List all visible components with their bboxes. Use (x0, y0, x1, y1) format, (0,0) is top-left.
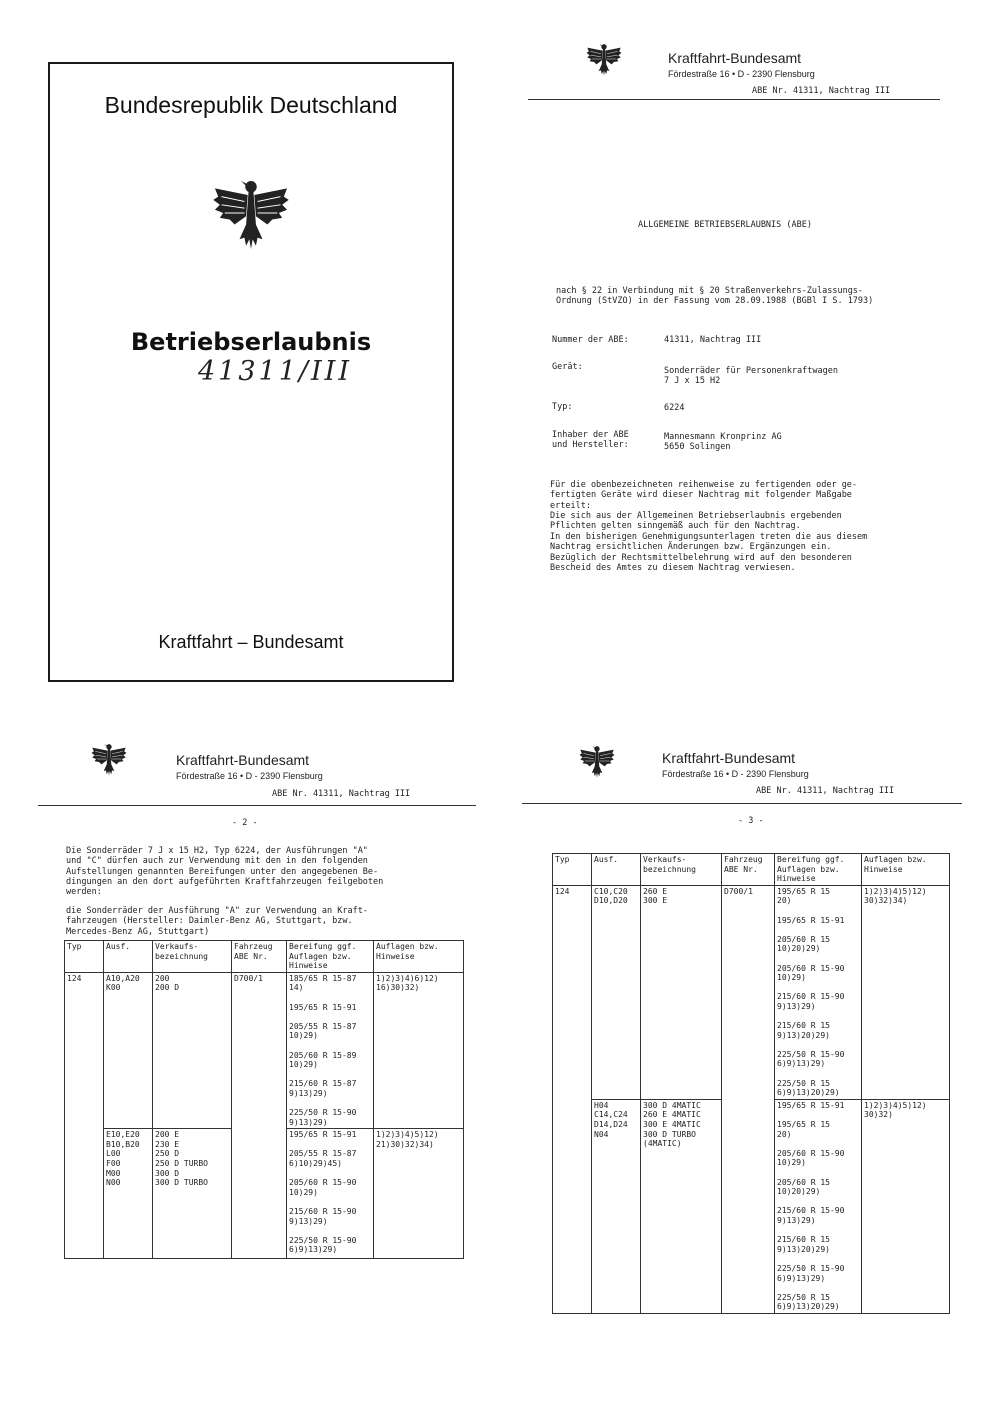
tyre-value: 215/60 R 15 9)13)20)29) (777, 1021, 830, 1040)
typ-cell: 124 (65, 972, 104, 1259)
field-value: 41311, Nachtrag III (664, 335, 762, 345)
tyre-value: 215/60 R 15 9)13)20)29) (777, 1235, 830, 1254)
ausf-value: N04 (594, 1129, 609, 1139)
tyre-value: 225/50 R 15 6)9)13)20)29) (777, 1078, 840, 1098)
federal-eagle-icon (210, 174, 292, 252)
tyre-value: 205/60 R 15-90 10)29) (777, 963, 845, 983)
abe-cell: D700/1 (232, 972, 287, 1259)
column-header: Fahrzeug ABE Nr. (722, 854, 775, 886)
verkauf-value: 300 E (643, 896, 668, 906)
cover-country: Bundesrepublik Deutschland (104, 92, 398, 118)
tyre-value: 185/65 R 15-87 14) (289, 973, 357, 993)
notes-cell: 1)2)3)4)5)12) 30)32) (862, 1099, 950, 1313)
body-line: Pflichten gelten sinngemäß auch für den Nachtrag. (550, 521, 801, 532)
verkauf-cell (641, 1099, 722, 1313)
page-number: - 3 - (738, 816, 764, 826)
verkauf-value: 200 D (155, 983, 180, 993)
tyre-value: 215/60 R 15-87 9)13)29) (289, 1079, 357, 1098)
cover-issuer: Kraftfahrt – Bundesamt (158, 632, 344, 652)
body-line: fertigten Geräte wird dieser Nachtrag mit folgender Maßgabe (550, 490, 852, 501)
notes-cell: 1)2)3)4)5)12) 30)32)34) (862, 885, 950, 1099)
intro-line: dingungen an den dort aufgeführten Kraftfahrzeugen feilgeboten (66, 877, 384, 888)
ausf-value: A10,A20 (106, 973, 140, 983)
body-line: Bezüglich der Rechtsmittelbelehrung wird auf den besonderen (550, 552, 852, 563)
letterhead-address: Fördestraße 16 • D - 2390 Flensburg (176, 771, 323, 781)
column-header: Bereifung ggf. Auflagen bzw. Hinweise (287, 941, 374, 973)
ausf-value: L00 (106, 1149, 121, 1159)
table-row (65, 972, 464, 1129)
tyre-value: 215/60 R 15-90 9)13)29) (777, 992, 845, 1011)
body-line: Die sich aus der Allgemeinen Betriebserlaubnis ergebenden (550, 511, 842, 522)
tyre-value: 195/65 R 15-91 (777, 915, 845, 925)
tyre-cell (775, 885, 862, 1099)
verkauf-value: 300 D 4MATIC (643, 1100, 701, 1110)
verkauf-cell (641, 885, 722, 1099)
letterhead-name: Kraftfahrt-Bundesamt (662, 750, 796, 766)
verkauf-value: 300 D (155, 1168, 180, 1178)
ausf-cell (104, 1129, 153, 1259)
column-header: Fahrzeug ABE Nr. (232, 941, 287, 973)
tyre-value: 225/50 R 15 6)9)13)20)29) (777, 1292, 840, 1312)
ausf-cell (592, 1099, 641, 1313)
tyre-value: 205/60 R 15-90 10)29) (777, 1148, 845, 1168)
ausf-value: F00 (106, 1159, 121, 1169)
field-label: Inhaber der ABE und Hersteller: (552, 430, 629, 451)
abe-cell: D700/1 (722, 885, 775, 1313)
reference-number: ABE Nr. 41311, Nachtrag III (752, 86, 891, 96)
table-row (553, 885, 950, 1099)
ausf-value: C14,C24 (594, 1110, 628, 1120)
tyre-value: 225/50 R 15-90 9)13)29) (289, 1108, 357, 1127)
document-heading: ALLGEMEINE BETRIEBSERLAUBNIS (ABE) (638, 220, 812, 230)
tyre-value: 195/65 R 15-91 (777, 1100, 845, 1110)
table-header-row (65, 941, 464, 973)
tyre-value: 225/50 R 15-90 6)9)13)29) (777, 1049, 845, 1069)
wheel-fitment-table (552, 853, 950, 1314)
tyre-value: 205/60 R 15 10)20)29) (777, 934, 830, 954)
verkauf-value: 300 D TURBO (4MATIC) (643, 1129, 696, 1149)
tyre-value: 195/65 R 15-91 (289, 1002, 357, 1012)
intro-line: fahrzeugen (Hersteller: Daimler-Benz AG, Stuttgart, bzw. (66, 916, 353, 927)
verkauf-cell (153, 972, 232, 1129)
verkauf-value: 300 D TURBO (155, 1178, 208, 1188)
intro-text (66, 846, 383, 898)
ausf-value: K00 (106, 983, 121, 993)
ausf-value: C10,C20 (594, 886, 628, 896)
tyre-value: 205/60 R 15-89 10)29) (289, 1050, 357, 1070)
verkauf-value: 300 E 4MATIC (643, 1120, 701, 1130)
field-value: 6224 (664, 403, 685, 413)
ausf-value: M00 (106, 1168, 121, 1178)
table-header-row (553, 854, 950, 886)
intro-text (66, 906, 368, 937)
tyre-cell (287, 972, 374, 1129)
intro-line: und "C" dürfen auch zur Verwendung mit den in den folgenden (66, 856, 368, 867)
tyre-value: 195/65 R 15 20) (777, 886, 830, 906)
intro-line: Aufstellungen genannten Bereifungen unter den angegebenen Be- (66, 866, 379, 877)
ausf-cell (104, 972, 153, 1129)
legal-basis-line: Ordnung (StVZO) in der Fassung vom 28.09.1988 (BGBl I S. 1793) (556, 296, 874, 307)
reference-number: ABE Nr. 41311, Nachtrag III (756, 786, 895, 796)
notes-cell: 1)2)3)4)5)12) 21)30)32)34) (374, 1129, 464, 1259)
handwritten-number: 41311/III (198, 356, 352, 387)
cover-page (48, 62, 454, 682)
ausf-cell (592, 885, 641, 1099)
column-header: Verkaufs- bezeichnung (641, 854, 722, 886)
column-header: Typ (65, 941, 104, 973)
letterhead-name: Kraftfahrt-Bundesamt (668, 50, 802, 66)
ausf-value: D14,D24 (594, 1120, 628, 1130)
body-line: Nachtrag ersichtlichen Änderungen bzw. Ergänzungen ein. (550, 542, 832, 553)
field-value: Sonderräder für Personenkraftwagen 7 J x 15 H2 (664, 366, 838, 387)
legal-basis-line: nach § 22 in Verbindung mit § 20 Straßenverkehrs-Zulassungs- (556, 286, 864, 296)
body-line: In den bisherigen Genehmigungsunterlagen treten die aus diesem (550, 531, 868, 542)
column-header: Ausf. (592, 854, 641, 886)
column-header: Auflagen bzw. Hinweise (374, 941, 464, 973)
letterhead-rule (528, 99, 940, 100)
tyre-value: 205/55 R 15-87 10)29) (289, 1021, 357, 1041)
letterhead-name: Kraftfahrt-Bundesamt (176, 752, 310, 768)
intro-line: werden: (66, 887, 102, 898)
ausf-value: E10,E20 (106, 1130, 140, 1140)
tyre-value: 215/60 R 15-90 9)13)29) (777, 1206, 845, 1225)
federal-eagle-icon (578, 742, 616, 780)
tyre-value: 195/65 R 15 20) (777, 1120, 830, 1139)
tyre-cell (287, 1129, 374, 1259)
field-label: Nummer der ABE: (552, 335, 629, 345)
tyre-value: 205/60 R 15 10)20)29) (777, 1177, 830, 1197)
field-label: Typ: (552, 402, 573, 412)
field-label: Gerät: (552, 362, 583, 372)
notes-cell: 1)2)3)4)6)12) 16)30)32) (374, 972, 464, 1129)
tyre-value: 205/60 R 15-90 10)29) (289, 1178, 357, 1197)
tyre-value: 215/60 R 15-90 9)13)29) (289, 1207, 357, 1226)
typ-cell: 124 (553, 885, 592, 1313)
column-header: Bereifung ggf. Auflagen bzw. Hinweise (775, 854, 862, 886)
verkauf-cell (153, 1129, 232, 1259)
body-text (550, 480, 867, 573)
tyre-cell (775, 1099, 862, 1313)
verkauf-value: 260 E 4MATIC (643, 1110, 701, 1120)
intro-line: die Sonderräder der Ausführung "A" zur Verwendung an Kraft- (66, 906, 368, 916)
cover-title: Betriebserlaubnis (130, 328, 372, 356)
intro-line: Die Sonderräder 7 J x 15 H2, Typ 6224, der Ausführungen "A" (66, 846, 368, 856)
tyre-value: 225/50 R 15-90 6)9)13)29) (777, 1263, 845, 1283)
column-header: Typ (553, 854, 592, 886)
letterhead-rule (38, 805, 476, 806)
verkauf-value: 230 E (155, 1139, 180, 1149)
letterhead-rule (522, 803, 962, 804)
tyre-value: 225/50 R 15-90 6)9)13)29) (289, 1235, 357, 1255)
column-header: Auflagen bzw. Hinweise (862, 854, 950, 886)
page-number: - 2 - (232, 818, 258, 828)
tyre-value: 195/65 R 15-91 (289, 1130, 357, 1140)
field-value: Mannesmann Kronprinz AG 5650 Solingen (664, 432, 782, 453)
ausf-value: D10,D20 (594, 896, 628, 906)
ausf-value: B10,B20 (106, 1139, 140, 1149)
body-line: erteilt: (550, 500, 591, 511)
verkauf-value: 250 D TURBO (155, 1159, 208, 1169)
column-header: Verkaufs- bezeichnung (153, 941, 232, 973)
column-header: Ausf. (104, 941, 153, 973)
body-line: Für die obenbezeichneten reihenweise zu fertigenden oder ge- (550, 480, 858, 490)
federal-eagle-icon (90, 740, 128, 778)
verkauf-value: 260 E (643, 886, 668, 896)
letterhead-address: Fördestraße 16 • D - 2390 Flensburg (668, 69, 815, 79)
verkauf-value: 200 (155, 973, 170, 983)
legal-basis (556, 286, 873, 307)
federal-eagle-icon (585, 40, 623, 78)
wheel-fitment-table (64, 940, 464, 1259)
letterhead-address: Fördestraße 16 • D - 2390 Flensburg (662, 769, 809, 779)
tyre-value: 205/55 R 15-87 6)10)29)45) (289, 1149, 357, 1169)
intro-line: Mercedes-Benz AG, Stuttgart) (66, 926, 210, 937)
ausf-value: N00 (106, 1178, 121, 1188)
body-line: Bescheid des Amtes zu diesem Nachtrag verwiesen. (550, 562, 796, 573)
verkauf-value: 200 E (155, 1130, 180, 1140)
reference-number: ABE Nr. 41311, Nachtrag III (272, 789, 411, 799)
ausf-value: H04 (594, 1100, 609, 1110)
verkauf-value: 250 D (155, 1149, 180, 1159)
